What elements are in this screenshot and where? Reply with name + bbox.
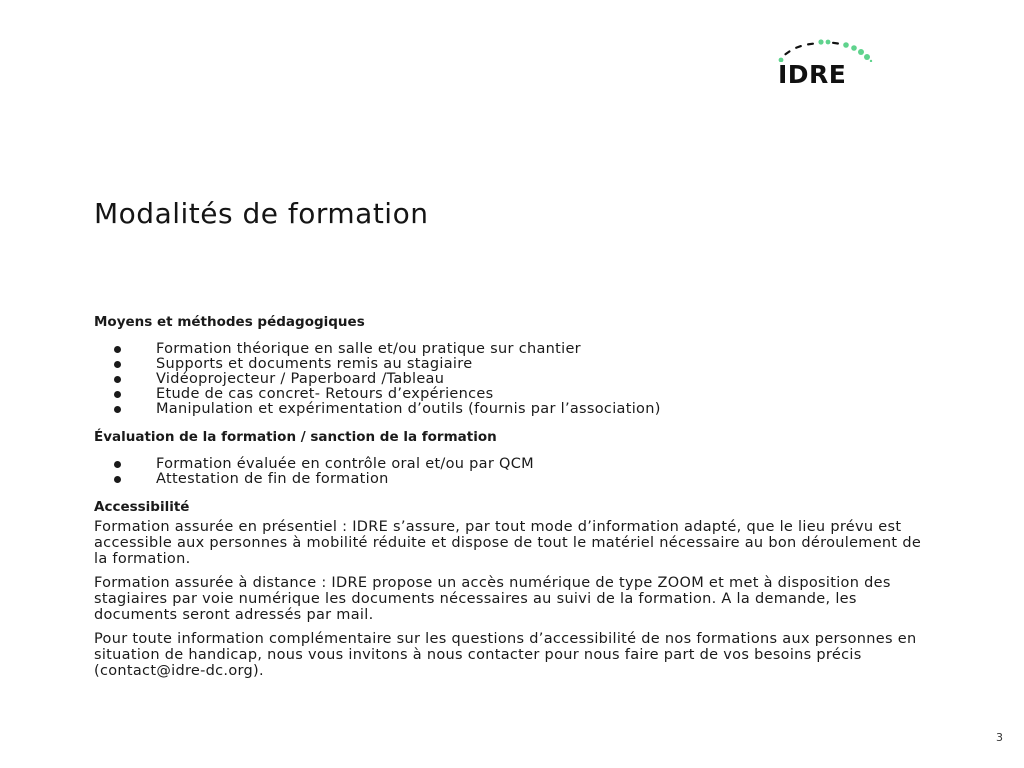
evaluation-list (94, 457, 934, 487)
accessibility-paragraph-onsite: Formation assurée en présentiel : IDRE s’assure, par tout mode d’information adapté, que le lieu prévu est accessible aux personnes à mobilité réduite et dispose de tout le matériel nécessaire au bon déroulement de la formation. (94, 519, 922, 567)
bullet-icon (114, 406, 121, 413)
list-item: Formation évaluée en contrôle oral et/ou par QCM (94, 457, 934, 472)
accessibility-paragraph-remote: Formation assurée à distance : IDRE propose un accès numérique de type ZOOM et met à disposition des stagiaires par voie numérique les documents nécessaires au suivi de la formation. A la demande, les documents seront adressés par mail. (94, 575, 891, 623)
bullet-icon (114, 461, 121, 468)
methods-heading: Moyens et méthodes pédagogiques (94, 314, 365, 330)
bullet-icon (114, 346, 121, 353)
list-item: Attestation de fin de formation (94, 472, 934, 487)
page-number: 3 (996, 731, 1003, 744)
logo-arc-icon (774, 38, 878, 62)
methods-list (94, 342, 934, 417)
bullet-icon (114, 391, 121, 398)
list-item: Formation théorique en salle et/ou pratique sur chantier (94, 342, 934, 357)
list-item: Vidéoprojecteur / Paperboard /Tableau (94, 372, 934, 387)
idre-logo (774, 38, 878, 90)
main-content (94, 312, 934, 687)
page-title: Modalités de formation (94, 197, 429, 230)
bullet-icon (114, 476, 121, 483)
list-item: Supports et documents remis au stagiaire (94, 357, 934, 372)
bullet-icon (114, 361, 121, 368)
bullet-icon (114, 376, 121, 383)
evaluation-heading: Évaluation de la formation / sanction de la formation (94, 429, 497, 445)
list-item: Etude de cas concret- Retours d’expériences (94, 387, 934, 402)
accessibility-heading: Accessibilité (94, 499, 190, 515)
logo-text: IDRE (778, 60, 847, 89)
list-item: Manipulation et expérimentation d’outils (fournis par l’association) (94, 402, 934, 417)
accessibility-paragraph-contact: Pour toute information complémentaire sur les questions d’accessibilité de nos formations aux personnes en situation de handicap, nous vous invitons à nous contacter pour nous faire part de vos besoins précis (contact@idre-dc.org). (94, 631, 917, 679)
